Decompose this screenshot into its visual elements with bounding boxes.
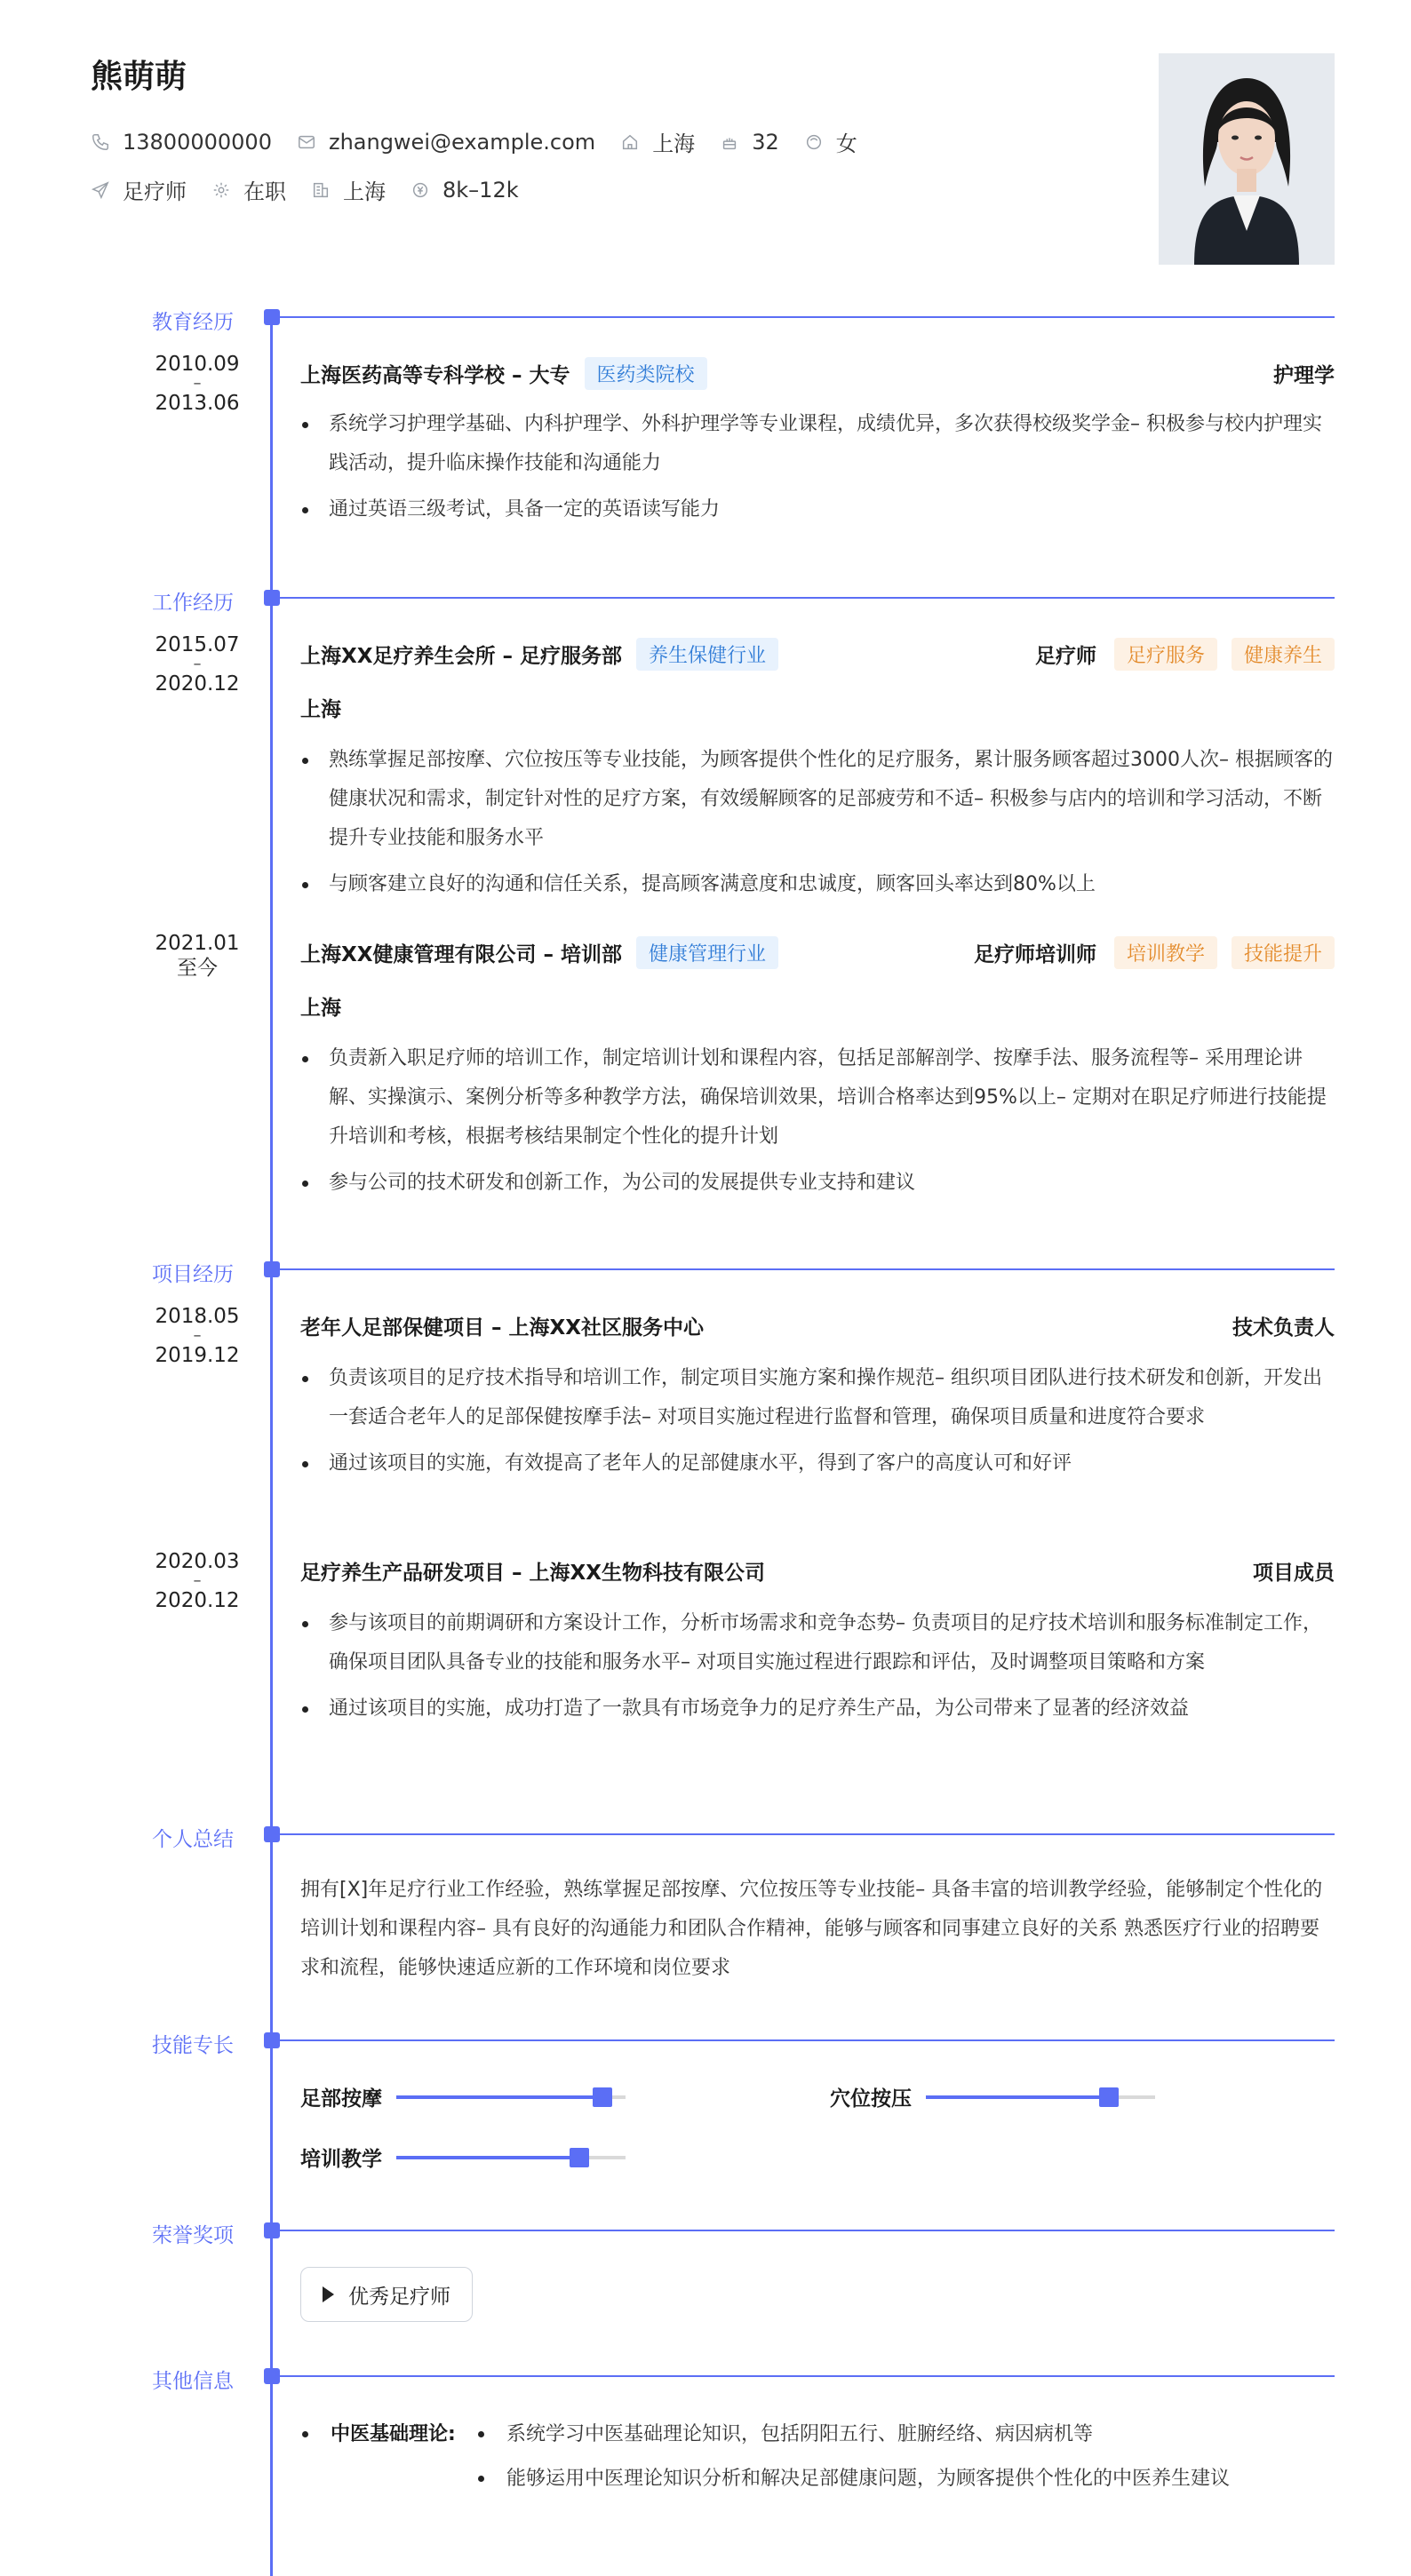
date-dash: – (193, 655, 202, 673)
send-icon (91, 180, 110, 200)
section-title: 个人总结 (152, 1828, 234, 1851)
other-label: 中医基础理论: (300, 2413, 474, 2457)
mail-icon (297, 132, 316, 152)
list-item: 熟练掌握足部按摩、穴位按压等专业技能，为顾客提供个性化的足疗服务，累计服务顾客超过3000人次– 根据顾客的健康状况和需求，制定针对性的足疗方案，有效缓解顾客的足部疲劳和不适– 积极参与店内的培训和学习活动，不断提升专业技能和服务水平 (300, 741, 1335, 858)
date-start: 2020.03 (155, 1550, 240, 1573)
job-item (91, 174, 187, 205)
expect-city-text: 上海 (343, 179, 386, 204)
education-date (126, 354, 268, 414)
candidate-name: 熊萌萌 (91, 59, 187, 95)
project-head-2 (300, 1556, 1335, 1586)
honor-item[interactable] (300, 2267, 473, 2322)
other-info (300, 2413, 1230, 2501)
date-start: 2018.05 (155, 1305, 240, 1328)
role: 足疗师培训师 (973, 943, 1096, 966)
project-name: 足疗养生产品研发项目 – 上海XX生物科技有限公司 (300, 1562, 765, 1585)
list-item: 通过该项目的实施，有效提高了老年人的足部健康水平，得到了客户的高度认可和好评 (300, 1444, 1335, 1483)
section-divider (272, 1833, 1335, 1835)
date-end: 至今 (177, 957, 218, 980)
cake-icon (720, 132, 739, 152)
section-title: 其他信息 (152, 2370, 234, 2393)
list-item: 参与该项目的前期调研和方案设计工作，分析市场需求和竞争态势– 负责项目的足疗技术培训和服务标准制定工作，确保项目团队具备专业的技能和服务水平– 对项目实施过程进行跟踪和评估，及时调整项目策略和方案 (300, 1604, 1335, 1682)
section-honors (0, 2221, 1411, 2247)
school-name: 上海医药高等专科学校 – 大专 (300, 364, 570, 387)
face-icon (804, 132, 824, 152)
date-dash: – (193, 1326, 202, 1345)
project-bullets-1 (300, 1359, 1335, 1491)
list-item: 负责该项目的足疗技术指导和培训工作，制定项目实施方案和操作规范– 组织项目团队进行技术研发和创新，开发出一套适合老年人的足部保健按摩手法– 对项目实施过程进行监督和管理，确保项目质量和进度符合要求 (300, 1359, 1335, 1437)
work-date-1 (126, 634, 268, 695)
skill-fill (396, 2156, 579, 2159)
date-end: 2019.12 (155, 1344, 240, 1367)
skill-item (830, 2082, 1155, 2111)
status-text: 在职 (243, 179, 286, 204)
section-divider (272, 2039, 1335, 2041)
project-date-1 (126, 1306, 268, 1366)
city-item (620, 126, 695, 157)
section-work (0, 588, 1411, 615)
skill-fill (926, 2095, 1109, 2099)
work-city-1: 上海 (300, 698, 341, 721)
section-project (0, 1260, 1411, 1286)
section-title: 荣誉奖项 (152, 2224, 234, 2247)
gear-icon (211, 180, 231, 200)
profile-photo (1159, 53, 1335, 265)
date-start: 2010.09 (155, 353, 240, 376)
expect-city-item (311, 174, 386, 205)
skill-name: 穴位按压 (830, 2087, 912, 2111)
list-item: 通过英语三级考试，具备一定的英语读写能力 (300, 490, 1335, 529)
list-item: 参与公司的技术研发和创新工作，为公司的发展提供专业支持和建议 (300, 1164, 1335, 1203)
phone-item (91, 130, 272, 155)
phone-icon (91, 132, 110, 152)
gender-text: 女 (835, 131, 857, 156)
company-name: 上海XX足疗养生会所 – 足疗服务部 (300, 645, 622, 668)
work-bullets-2 (300, 1039, 1335, 1210)
job-row (91, 174, 544, 205)
skill-name: 足部按摩 (300, 2087, 382, 2111)
project-name: 老年人足部保健项目 – 上海XX社区服务中心 (300, 1316, 704, 1340)
date-dash: – (193, 1571, 202, 1590)
list-item: 系统学习护理学基础、内科护理学、外科护理学等专业课程，成绩优异，多次获得校级奖学金– 积极参与校内护理实践活动，提升临床操作技能和沟通能力 (300, 405, 1335, 483)
project-date-2 (126, 1551, 268, 1611)
section-divider (272, 597, 1335, 599)
skill-bar (926, 2095, 1155, 2099)
coin-icon (411, 180, 430, 200)
work-head-2 (300, 936, 1335, 969)
email-item (297, 130, 595, 155)
section-title: 项目经历 (152, 1263, 234, 1286)
skill-knob (593, 2087, 612, 2107)
section-other (0, 2366, 1411, 2393)
list-item: 通过该项目的实施，成功打造了一款具有市场竞争力的足疗养生产品，为公司带来了显著的经济效益 (300, 1690, 1335, 1729)
skill-tag: 培训教学 (1114, 936, 1217, 969)
date-end: 2013.06 (155, 392, 240, 415)
section-divider (272, 2375, 1335, 2377)
date-end: 2020.12 (155, 1589, 240, 1612)
skill-tag: 技能提升 (1232, 936, 1335, 969)
status-item (211, 174, 286, 205)
section-skills (0, 2031, 1411, 2057)
contact-row (91, 126, 882, 157)
section-education (0, 307, 1411, 334)
role: 足疗师 (1034, 645, 1096, 668)
skill-item (300, 2082, 626, 2111)
skill-bar (396, 2095, 626, 2099)
section-title: 工作经历 (152, 592, 234, 615)
gender-item (804, 126, 857, 157)
skill-name: 培训教学 (300, 2148, 382, 2171)
industry-tag: 健康管理行业 (636, 936, 778, 969)
work-date-2 (126, 933, 268, 979)
work-head-1 (300, 638, 1335, 671)
skill-knob (570, 2148, 589, 2167)
salary-item (411, 178, 519, 203)
play-icon (323, 2286, 334, 2302)
city-text: 上海 (652, 131, 696, 156)
company-name: 上海XX健康管理有限公司 – 培训部 (300, 943, 622, 966)
email-text: zhangwei@example.com (328, 129, 596, 155)
section-divider (272, 316, 1335, 318)
date-dash: – (193, 374, 202, 393)
summary-text: 拥有[X]年足疗行业工作经验，熟练掌握足部按摩、穴位按压等专业技能– 具备丰富的培训教学经验，能够制定个性化的培训计划和课程内容– 具有良好的沟通能力和团队合作精神，能够与顾客和同事建立良好的关系 熟悉医疗行业的招聘要求和流程，能够快速适应新的工作环境和岗位要求 (300, 1879, 1323, 1979)
education-head (300, 357, 1335, 390)
job-text: 足疗师 (123, 179, 187, 204)
skill-item (300, 2143, 626, 2172)
skill-knob (1099, 2087, 1119, 2107)
list-item: 与顾客建立良好的沟通和信任关系，提高顾客满意度和忠诚度，顾客回头率达到80%以上 (300, 865, 1335, 904)
age-text: 32 (752, 129, 779, 155)
project-role: 技术负责人 (1232, 1316, 1335, 1340)
education-bullets (300, 405, 1335, 537)
section-divider (272, 2230, 1335, 2231)
age-item (720, 130, 779, 155)
industry-tag: 养生保健行业 (636, 638, 778, 671)
list-item: 系统学习中医基础理论知识，包括阴阳五行、脏腑经络、病因病机等 (474, 2413, 1093, 2457)
work-bullets-1 (300, 741, 1335, 911)
skill-tag: 足疗服务 (1114, 638, 1217, 671)
school-tag: 医药类院校 (585, 357, 707, 390)
skill-bar (396, 2156, 626, 2159)
date-start: 2021.01 (155, 932, 240, 955)
honor-label: 优秀足疗师 (348, 2285, 450, 2309)
section-title: 教育经历 (152, 311, 234, 334)
building-icon (311, 180, 331, 200)
skill-tag: 健康养生 (1232, 638, 1335, 671)
project-role: 项目成员 (1253, 1562, 1335, 1585)
date-start: 2015.07 (155, 633, 240, 656)
section-title: 技能专长 (152, 2034, 234, 2057)
phone-text: 13800000000 (123, 129, 272, 155)
work-city-2: 上海 (300, 997, 341, 1020)
skill-fill (396, 2095, 602, 2099)
section-divider (272, 1268, 1335, 1270)
major: 护理学 (1273, 364, 1335, 387)
project-bullets-2 (300, 1604, 1335, 1736)
section-summary (0, 1825, 1411, 1851)
list-item: 能够运用中医理论知识分析和解决足部健康问题，为顾客提供个性化的中医养生建议 (474, 2457, 1230, 2501)
salary-text: 8k–12k (442, 177, 519, 203)
project-head-1 (300, 1311, 1335, 1340)
list-item: 负责新入职足疗师的培训工作，制定培训计划和课程内容，包括足部解剖学、按摩手法、服务流程等– 采用理论讲解、实操演示、案例分析等多种教学方法，确保培训效果，培训合格率达到95%以上– 定期对在职足疗师进行技能提升培训和考核，根据考核结果制定个性化的提升计划 (300, 1039, 1335, 1157)
home-icon (620, 132, 640, 152)
date-end: 2020.12 (155, 672, 240, 696)
